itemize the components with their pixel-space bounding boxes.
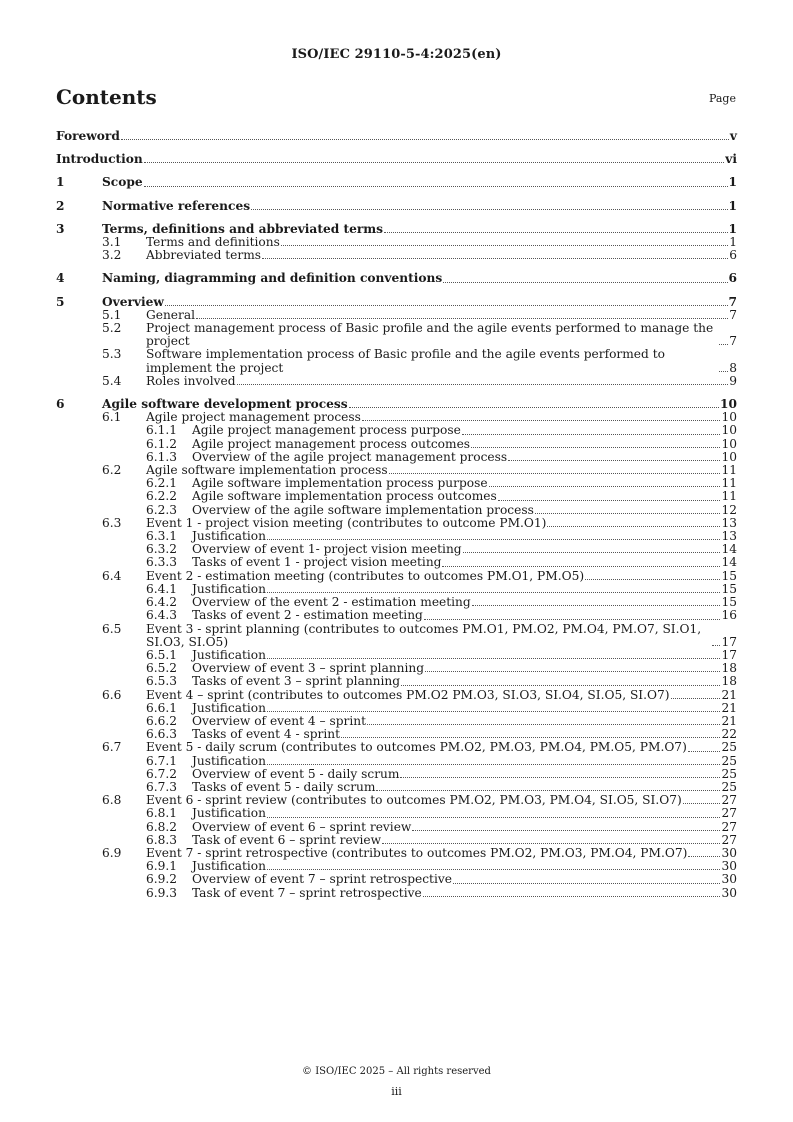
toc-leader-dots: [412, 830, 720, 831]
toc-entry[interactable]: [56, 438, 737, 451]
toc-leader-dots: [367, 724, 720, 725]
toc-leader-dots: [341, 737, 720, 738]
toc-entry-page: 14: [721, 542, 737, 557]
toc-entry-page: 1: [728, 221, 737, 236]
toc-entry-title: Tasks of event 4 - sprint: [192, 727, 341, 742]
toc-leader-dots: [237, 384, 729, 385]
toc-entry-page: 18: [721, 661, 737, 676]
table-of-contents: [56, 130, 737, 900]
toc-entry-title: Tasks of event 3 – sprint planning: [192, 674, 401, 689]
toc-entry-page: 15: [721, 568, 737, 583]
toc-entry-number: 5.4: [102, 373, 122, 388]
toc-entry-number: 6.4.2: [146, 595, 178, 610]
toc-entry-page: v: [729, 129, 737, 143]
toc-entry-number: 6.6.3: [146, 727, 178, 742]
toc-entry-page: 11: [721, 463, 737, 478]
toc-entry-number: 6.7.1: [146, 753, 178, 768]
toc-entry-title: General: [146, 307, 195, 322]
toc-entry-page: 21: [721, 687, 737, 702]
toc-entry-page: 8: [729, 360, 737, 375]
toc-entry-number: 6.1.1: [146, 423, 178, 438]
toc-leader-dots: [463, 552, 721, 553]
toc-leader-dots: [585, 579, 720, 580]
toc-entry-title: Agile software implementation process outcomes: [192, 489, 497, 504]
toc-entry-page: 10: [721, 410, 737, 425]
toc-entry-number: 6.6: [102, 687, 122, 702]
toc-entry-number: 6.7.3: [146, 779, 178, 794]
toc-entry-number: 6.8.3: [146, 832, 178, 847]
toc-entry-number: 6.3.1: [146, 529, 178, 544]
toc-entry-page: 15: [721, 595, 737, 610]
toc-entry-page: 14: [721, 555, 737, 570]
toc-entry-number: 6.4.1: [146, 581, 178, 596]
toc-entry-title: Event 3 - sprint planning (contributes to outcomes PM.O1, PM.O2, PM.O4, PM.O7, SI.O1, SI.O3, SI.O5): [146, 621, 702, 649]
toc-entry[interactable]: [56, 556, 737, 569]
toc-entry-number: 6.6.1: [146, 700, 178, 715]
toc-leader-dots: [267, 539, 720, 540]
toc-entry-title: Overview of the agile project management process: [192, 449, 508, 464]
toc-entry-number: 2: [56, 198, 65, 213]
toc-leader-dots: [453, 883, 721, 884]
toc-entry-number: 5.1: [102, 307, 122, 322]
toc-leader-dots: [462, 434, 721, 435]
toc-entry[interactable]: [56, 755, 737, 768]
toc-entry-page: 10: [721, 436, 737, 451]
toc-entry-title: Event 1 - project vision meeting (contributes to outcome PM.O1): [146, 515, 547, 530]
toc-leader-dots: [423, 896, 721, 897]
toc-entry-page: 1: [729, 235, 737, 250]
toc-entry-title: Justification: [192, 647, 266, 662]
toc-entry-page: 6: [729, 248, 737, 263]
toc-entry-title: Event 7 - sprint retrospective (contributes to outcomes PM.O2, PM.O3, PM.O4, PM.O7): [146, 845, 688, 860]
toc-entry-number: 6.1.3: [146, 449, 178, 464]
toc-entry-page: 10: [720, 397, 737, 412]
toc-entry-title: Abbreviated terms: [146, 248, 262, 263]
toc-entry-number: 6.2.1: [146, 476, 178, 491]
toc-entry-title: Normative references: [102, 198, 251, 213]
toc-entry-page: 30: [721, 885, 737, 900]
toc-leader-dots: [165, 305, 728, 306]
toc-entry[interactable]: [56, 504, 737, 517]
toc-leader-dots: [498, 500, 721, 501]
toc-leader-dots: [389, 473, 721, 474]
toc-entry[interactable]: [56, 834, 737, 847]
toc-entry[interactable]: [56, 322, 737, 348]
toc-entry-page: 7: [729, 334, 737, 349]
toc-leader-dots: [251, 209, 727, 210]
toc-entry-number: 6.5.2: [146, 661, 178, 676]
toc-entry-page: 15: [721, 581, 737, 596]
toc-entry[interactable]: [56, 741, 737, 754]
toc-entry[interactable]: [56, 296, 737, 309]
toc-entry-number: 6.2: [102, 463, 122, 478]
toc-entry-page: 27: [721, 806, 737, 821]
toc-leader-dots: [384, 232, 727, 233]
toc-entry-page: 25: [721, 766, 737, 781]
toc-entry-number: 6.5.3: [146, 674, 178, 689]
toc-entry[interactable]: [56, 702, 737, 715]
toc-leader-dots: [376, 790, 720, 791]
toc-entry-title: Tasks of event 2 - estimation meeting: [192, 608, 423, 623]
toc-entry-page: 6: [728, 271, 737, 286]
toc-entry-number: 3.2: [102, 248, 122, 263]
page-title: Contents: [56, 85, 157, 109]
toc-leader-dots: [382, 843, 720, 844]
toc-entry-page: 21: [721, 700, 737, 715]
toc-entry-title: Scope: [102, 175, 143, 190]
toc-entry-page: 27: [721, 832, 737, 847]
toc-entry[interactable]: [56, 153, 737, 166]
toc-entry-title: Terms and definitions: [146, 235, 280, 250]
toc-leader-dots: [472, 605, 721, 606]
toc-entry-number: 6.4.3: [146, 608, 178, 623]
toc-leader-dots: [508, 460, 720, 461]
toc-entry-page: 10: [721, 449, 737, 464]
toc-entry-page: 21: [721, 713, 737, 728]
toc-entry[interactable]: [56, 375, 737, 388]
toc-entry-page: 30: [721, 872, 737, 887]
toc-leader-dots: [443, 282, 727, 283]
toc-leader-dots: [719, 371, 728, 372]
toc-entry-number: 1: [56, 175, 65, 190]
toc-entry-number: 6.8.1: [146, 806, 178, 821]
toc-entry-number: 6.5: [102, 621, 122, 636]
toc-entry[interactable]: [56, 490, 737, 503]
toc-entry-title: Event 5 - daily scrum (contributes to outcomes PM.O2, PM.O3, PM.O4, PM.O5, PM.O7): [146, 740, 687, 755]
toc-leader-dots: [121, 139, 729, 140]
toc-leader-dots: [196, 318, 728, 319]
toc-entry-page: 22: [721, 727, 737, 742]
toc-entry[interactable]: [56, 873, 737, 886]
toc-entry-title: Roles involved: [146, 373, 236, 388]
toc-leader-dots: [144, 162, 724, 163]
toc-entry-page: 25: [721, 779, 737, 794]
toc-entry-title: Agile project management process: [146, 410, 361, 425]
toc-entry-number: 3: [56, 221, 65, 236]
toc-entry-number: 6.9.3: [146, 885, 178, 900]
toc-entry[interactable]: [56, 821, 737, 834]
toc-leader-dots: [683, 803, 721, 804]
toc-entry-page: 27: [721, 819, 737, 834]
toc-leader-dots: [267, 711, 720, 712]
toc-entry-number: 6.3: [102, 515, 122, 530]
toc-entry-page: 25: [721, 740, 737, 755]
toc-entry-title: Tasks of event 5 - daily scrum: [192, 779, 376, 794]
toc-leader-dots: [424, 619, 721, 620]
toc-leader-dots: [144, 186, 728, 187]
toc-entry-number: 6: [56, 397, 65, 412]
toc-entry-number: 5.3: [102, 347, 122, 362]
toc-entry-title: Overview of event 1- project vision meeting: [192, 542, 462, 557]
toc-entry-title: Software implementation process of Basic profile and the agile events performed to implement the project: [146, 347, 665, 375]
toc-entry-title: Overview of event 5 - daily scrum: [192, 766, 400, 781]
toc-entry-number: 6.7.2: [146, 766, 178, 781]
toc-entry-title: Justification: [192, 859, 266, 874]
toc-entry-title: Agile software implementation process purpose: [192, 476, 488, 491]
toc-leader-dots: [535, 513, 721, 514]
toc-leader-dots: [471, 447, 720, 448]
page-number: iii: [391, 1085, 402, 1098]
toc-leader-dots: [267, 817, 720, 818]
toc-leader-dots: [688, 856, 720, 857]
toc-leader-dots: [719, 344, 728, 345]
toc-entry-title: Event 6 - sprint review (contributes to outcomes PM.O2, PM.O3, PM.O4, SI.O5, SI.O7): [146, 793, 682, 808]
toc-entry-number: 6.9.2: [146, 872, 178, 887]
toc-entry-page: 7: [729, 307, 737, 322]
toc-entry-title: Agile project management process purpose: [192, 423, 461, 438]
toc-entry-title: Overview: [102, 294, 164, 309]
toc-entry-number: 6.9: [102, 845, 122, 860]
toc-entry-title: Task of event 7 – sprint retrospective: [192, 885, 422, 900]
toc-entry-title: Foreword: [56, 129, 120, 143]
toc-entry-title: Agile project management process outcomes: [192, 436, 471, 451]
toc-entry[interactable]: [56, 623, 737, 649]
toc-leader-dots: [489, 486, 721, 487]
toc-entry-page: 9: [729, 373, 737, 388]
toc-entry-page: 1: [728, 175, 737, 190]
toc-leader-dots: [262, 258, 728, 259]
toc-entry-page: 25: [721, 753, 737, 768]
toc-entry-page: 13: [721, 515, 737, 530]
toc-leader-dots: [547, 526, 720, 527]
toc-leader-dots: [442, 566, 720, 567]
toc-leader-dots: [281, 245, 728, 246]
toc-leader-dots: [401, 685, 720, 686]
toc-entry-title: Terms, definitions and abbreviated terms: [102, 221, 384, 236]
toc-entry-title: Naming, diagramming and definition conventions: [102, 271, 443, 286]
toc-entry[interactable]: [56, 272, 737, 285]
toc-entry-number: 4: [56, 271, 65, 286]
toc-leader-dots: [425, 671, 720, 672]
toc-entry-page: 27: [721, 793, 737, 808]
toc-entry[interactable]: [56, 424, 737, 437]
toc-entry-title: Justification: [192, 529, 266, 544]
copyright-footer: © ISO/IEC 2025 – All rights reserved: [302, 1066, 491, 1077]
toc-entry-title: Introduction: [56, 152, 143, 167]
toc-entry-title: Event 2 - estimation meeting (contributes to outcomes PM.O1, PM.O5): [146, 568, 585, 583]
toc-leader-dots: [671, 698, 721, 699]
toc-entry-number: 5: [56, 294, 65, 309]
toc-entry-page: 11: [721, 476, 737, 491]
toc-entry-number: 6.5.1: [146, 647, 178, 662]
toc-entry-title: Overview of event 7 – sprint retrospective: [192, 872, 452, 887]
toc-entry[interactable]: [56, 675, 737, 688]
toc-entry-number: 6.2.2: [146, 489, 178, 504]
toc-entry-number: 6.2.3: [146, 502, 178, 517]
toc-entry-title: Justification: [192, 806, 266, 821]
toc-entry-title: Justification: [192, 753, 266, 768]
toc-leader-dots: [267, 658, 720, 659]
toc-entry-number: 6.7: [102, 740, 122, 755]
toc-entry-page: 30: [721, 859, 737, 874]
document-header: ISO/IEC 29110-5-4:2025(en): [291, 47, 502, 62]
toc-entry-title: Task of event 6 – sprint review: [192, 832, 382, 847]
toc-entry[interactable]: [56, 609, 737, 622]
toc-entry[interactable]: [56, 176, 737, 189]
toc-entry-title: Agile software implementation process: [146, 463, 388, 478]
toc-entry-title: Justification: [192, 581, 266, 596]
toc-entry-number: 6.1: [102, 410, 122, 425]
toc-entry-number: 6.3.2: [146, 542, 178, 557]
toc-entry-number: 6.1.2: [146, 436, 178, 451]
toc-entry-title: Agile software development process: [102, 397, 348, 412]
toc-entry-title: Project management process of Basic profile and the agile events performed to manage the project: [146, 321, 714, 349]
toc-entry[interactable]: [56, 200, 737, 213]
toc-entry-title: Event 4 – sprint (contributes to outcomes PM.O2 PM.O3, SI.O3, SI.O4, SI.O5, SI.O7): [146, 687, 670, 702]
toc-entry-number: 6.8: [102, 793, 122, 808]
toc-entry-title: Overview of event 6 – sprint review: [192, 819, 412, 834]
toc-leader-dots: [267, 592, 720, 593]
toc-entry[interactable]: [56, 348, 737, 374]
toc-leader-dots: [267, 869, 720, 870]
toc-entry[interactable]: [56, 768, 737, 781]
toc-entry-title: Overview of event 3 – sprint planning: [192, 661, 425, 676]
toc-entry-page: 17: [721, 634, 737, 649]
toc-entry-page: 13: [721, 529, 737, 544]
toc-entry[interactable]: [56, 807, 737, 820]
toc-entry-number: 6.9.1: [146, 859, 178, 874]
toc-entry-title: Overview of the agile software implementation process: [192, 502, 534, 517]
toc-entry-page: 7: [728, 294, 737, 309]
toc-entry-number: 5.2: [102, 321, 122, 336]
toc-entry[interactable]: [56, 887, 737, 900]
toc-entry-page: 18: [721, 674, 737, 689]
toc-entry-title: Justification: [192, 700, 266, 715]
toc-entry[interactable]: [56, 130, 737, 143]
toc-entry-page: vi: [725, 152, 737, 167]
toc-entry[interactable]: [56, 570, 737, 583]
toc-entry-page: 11: [721, 489, 737, 504]
toc-entry-number: 6.8.2: [146, 819, 178, 834]
toc-leader-dots: [712, 645, 720, 646]
toc-entry-page: 30: [721, 845, 737, 860]
toc-entry[interactable]: [56, 249, 737, 262]
toc-entry-title: Overview of the event 2 - estimation meeting: [192, 595, 471, 610]
toc-entry-page: 16: [721, 608, 737, 623]
toc-leader-dots: [362, 420, 721, 421]
page-column-label: Page: [708, 92, 736, 105]
toc-leader-dots: [400, 777, 720, 778]
toc-entry-number: 6.6.2: [146, 713, 178, 728]
toc-leader-dots: [349, 407, 719, 408]
toc-entry-number: 6.4: [102, 568, 122, 583]
toc-entry-number: 3.1: [102, 235, 122, 250]
toc-entry-page: 17: [721, 647, 737, 662]
toc-entry-page: 1: [728, 198, 737, 213]
toc-entry-page: 10: [721, 423, 737, 438]
toc-entry-title: Tasks of event 1 - project vision meeting: [192, 555, 442, 570]
toc-leader-dots: [688, 751, 721, 752]
toc-entry-title: Overview of event 4 – sprint: [192, 713, 366, 728]
toc-entry[interactable]: [56, 689, 737, 702]
toc-entry-page: 12: [721, 502, 737, 517]
toc-leader-dots: [267, 764, 720, 765]
toc-entry-number: 6.3.3: [146, 555, 178, 570]
